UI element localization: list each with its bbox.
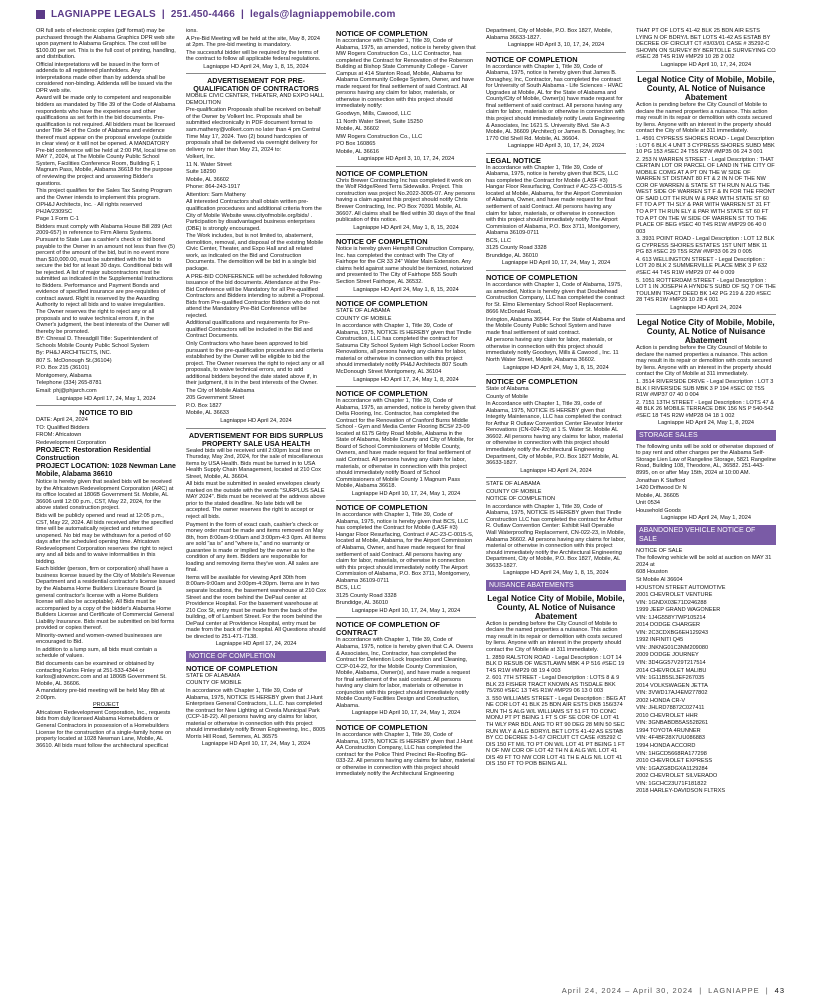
notice-paragraph: Additional qualifications and requirements for Pre-qualified Contractors will be included in the Bid and Contract Documents. xyxy=(186,320,313,340)
notice-paragraph: 11 North Water Street, Suite 15250 xyxy=(336,118,423,125)
notice-paragraph: In accordance with Chapter 1, Title 39, Code of Alabama, 1975, NOTICE IS HEREBY given that J.Hunt AA Construction Company, LLC has completed the contract for the Police Third Precinct Re-Roofing BG-033-22. All persons having any claims for labor, material or otherwise in connection with this project should immediately notify the Architectural Engineering xyxy=(336,732,475,778)
notice-divider xyxy=(486,52,626,53)
notice-title: ADVERTISEMENT FOR BIDS SURPLUS PROPERTY SALE USA HEALTH xyxy=(188,430,324,448)
page-footer xyxy=(562,986,785,995)
project-heading: PROJECT xyxy=(92,702,120,709)
notice-paragraph: MW Rogers Construction Co., LLC xyxy=(336,133,423,140)
notice-paragraph: 2. 253 N WARREN STREET - Legal Description : THAT CERTAIN LOT OR PARCEL OF LAND IN THE CITY OF MOBILE COMG AT A PT ON THE W SIDE OF WARREN ST DISTANT 80 FT & 2 IN N OF THE NW COR OF WARREN & STATE ST TH RUN N ALG THE WEST SIDE OF WARREN ST F & IN FOR THE FRONT OF SAID LOT TH RUN W & PAR WITH STATE ST 60 FT TO A PT TH SLY & PAR WITH WARREN ST 31 FT TO A PT TH RUN ELY & PAR WITH STATE ST 60 FT TO A PT ON THE W SIDE OF WARREN ST TO THE PLACE OF BEG #SEC 40 T4S R1W #MP29 06 40 0 003 xyxy=(636,156,775,235)
column-3 xyxy=(336,28,476,978)
notice-paragraph: VIN: JHLRD78872C027411 xyxy=(636,705,705,712)
notice-paragraph: 2014 CHEVROLET MALIBU xyxy=(636,667,707,674)
notice-title: Legal Notice City of Mobile, Mobile, County, AL Notice of Nuisance Abatement xyxy=(487,593,625,621)
notice-paragraph: OPH&J Architects, Inc. · All rights reserved PHJA/2309SC xyxy=(36,202,143,215)
notice-paragraph: 2010 CHEVROLET HHR xyxy=(636,712,698,719)
notice-paragraph: Mobile, AL 36633 xyxy=(186,410,230,417)
column-1 xyxy=(36,28,176,978)
notice-paragraph: The following vehicle will be sold at auction on MAY 31 2024 at xyxy=(636,555,772,568)
notice-title: NOTICE OF COMPLETION xyxy=(336,299,428,309)
notice-divider xyxy=(486,374,626,375)
notice-paragraph: PO Box 160865 xyxy=(336,141,376,148)
notice-paragraph: Action is pending before the City Council of Mobile to declare the named properties a nuisance. This action may result in its repair or demolition with costs secured by liens. Anyone with an interest in the property should contact the City of Mobile at 311 immediately. xyxy=(636,345,772,378)
notice-paragraph: ions. xyxy=(186,28,198,34)
notice-title: ADVERTISEMENT FOR PRE-QUALIFICATION OF CONTRACTORS xyxy=(193,76,319,94)
notice-paragraph: MOBILE CIVIC CENTER, THEATER, AND EXPO HALL DEMOLITION xyxy=(186,93,324,106)
notice-paragraph: VIN: 3VWD17AJ4EM277802 xyxy=(636,690,708,697)
notice-paragraph: Sealed bids will be received until 2:00pm local time on Thursday, May 2nd, 2024, for the sale of miscellaneous items by USA Health. Bids must be turned in to USA Health Supply Chain Management, located at 210 Cox Street, Mobile, AL 36604. xyxy=(186,447,324,480)
notice-divider xyxy=(486,477,626,478)
notice-paragraph: Mobile, AL 36616 xyxy=(336,148,380,155)
notice-signature: Lagniappe HD April 24, 2024 xyxy=(520,467,592,474)
notice-paragraph: 1. 2859 RALSTON ROAD - Legal Description : LOT 14 BLK D RESUB OF WESTLAWN MBK 4 P 516 #SEC 19 T4S R1W #MP29 08 19 4 003 xyxy=(486,654,625,674)
notice-paragraph: By: PH&J ARCHITECTS, INC. xyxy=(36,350,112,357)
notice-paragraph: The Work includes, but is not limited to, abatement, demolition, removal, and disposal of the existing Mobile Civic Center, Theater, and Expo Hall and all related work, as indicated on the Bid and Construction Documents. The demolition will be bid in a single bid package. xyxy=(186,233,324,272)
section-bar: NUISANCE ABATEMENTS xyxy=(486,580,626,591)
notice-paragraph: The City of Mobile Alabama xyxy=(186,387,255,394)
notice-paragraph: The successful bidder will be required by the terms of the contract to follow all applicable federal regulations. xyxy=(186,49,321,63)
notice-paragraph: Each bidder (person, firm or corporation) shall have a business license issued by the City of Mobile's Revenue Department and a residential contractor's license issued by the Alabama Home Builders Licensure Board (a general contractor's license with a Home Builders license will also be acceptable). All Bids must be accompanied by a copy of the bidder's Alabama Home Builders License and Certificate of Commercial General Liability Insurance. Bids must be submitted on bid forms provided or copies thereof. xyxy=(36,566,175,632)
notice-paragraph: Attention: Sam Matheny xyxy=(186,191,246,198)
notice-paragraph: Mobile, AL 36602 xyxy=(336,126,380,133)
notice-paragraph: 608 Houston xyxy=(636,569,668,576)
notice-paragraph: Notice is hereby given that sealed bids will be received by the Africatown Redevelopment Corporation (ARC) at its office located at 1806B Government St. Mobile, AL 36606 until 12:00 p.m., CST, May 22, 2024, for the above stated construction project. xyxy=(36,479,174,512)
notice-signature: Lagniappe HD April 24, 2024 xyxy=(670,304,742,311)
notice-divider xyxy=(336,386,476,387)
notice-paragraph: In accordance with Chapter 1, Title 39, Code of Alabama, 1975, notice is hereby given that BCS, LLC has completed the Contract for Mobile (LASF #3) Hangar Floor Resurfacing, Contract # AC-23-C-0015-S, located at Mobile, Alabama, for the Airport Commission of Alabama, Owner, and have made request for final settlement of said Contract. All persons having any claim for labor, materials, or otherwise in connection with this project should immediately notify The Airport Commission of Alabama, P.O. Box 3711, Montgomery, Alabama 36109-0711 xyxy=(336,512,474,584)
notice-paragraph: Bid documents can be examined or obtained by contacting Karlos Finley at 251-533-4344 or karlos@atowncrc.com and at 1806B Government St. Mobile, AL 36606. xyxy=(36,661,167,687)
header-square-icon xyxy=(36,10,45,19)
notice-paragraph: 2018 HARLEY-DAVIDSON FLTRXS xyxy=(636,788,726,795)
notice-paragraph: 2. 7151 13TH STREET - Legal Description : LOTS 47 & 48 BLK 26 MOBILE TERRACE DBK 156 NS P 540-542 #SEC 18 T4S R2W #MP28 04 18 1 002 xyxy=(636,399,774,419)
notice-signature: Lagniappe HD April 10, 17, 24, May 1, 2024 xyxy=(201,741,311,748)
notice-paragraph: 5. 1051 ROTTERDAM STREET - Legal Description : LOT 1 IN JOSEPH A HYNDE'S SUBD OF SQ 7 OF THE TOULMIN TRACT DEED BK 142 PG 219 & 220 #SEC 28 T4S R1W #MP29 10 28 4 001 xyxy=(636,277,776,304)
column-2 xyxy=(186,28,326,978)
notice-paragraph: VIN: 1GNDX03E71D246288 xyxy=(636,599,707,606)
notice-paragraph: State of Alabama xyxy=(486,386,529,393)
publication-name: LAGNIAPPE LEGALS xyxy=(51,8,156,20)
notice-paragraph: County of Mobile xyxy=(486,393,528,400)
notice-title: NOTICE OF COMPLETION xyxy=(336,389,428,399)
column-5 xyxy=(636,28,776,978)
notice-paragraph: In accordance with Chapter 1, Title 39, Code of Alabama, 1975, as amended, notice is hereby given that Delta Flooring, Inc. Contractor, has completed the Contract for the Renovation of Cranford Burns Middle School - Gym and Media Center Flooring BCS# 23-09 located at 6175 Girby Road Mobile, Alabama in the State of Alabama, Mobile County and City of Mobile, for Board of School Commissioners of Mobile County, Owners, and have made request for final settlement of said Contract. All persons having any claim for labor, materials, or otherwise in connection with this project should immediately notify Board of School Commissioners of Mobile County 1 Magnum Pass Mobile, Alabama 36618. xyxy=(336,398,476,490)
notice-signature: Lagniappe HD April 24, 2024 xyxy=(220,417,292,424)
notice-paragraph: Payment in the form of exact cash, cashier's check or money order must be made and items removed on May 8th, from 8:00am-9:00am and 3:00pm-4:3 0pm. All items are sold "as is" and "where is," and no warranty or guarantee is made or implied by the owner as to the condition of any item. Bidders are responsible for loading and removing items they've won. All sales are final. xyxy=(186,521,326,574)
notice-paragraph: 2001 CHEVROLET VENTURE xyxy=(636,592,713,599)
notice-paragraph: Items will be available for viewing April 30th from 8:00am-9:00am and 3:00pm-4:30pm. Items are in two separate locations, the basement warehouse at 210 Cox Street and the room behind the DePaul center at Providence Hospital. For the basement warehouse at 210 Cox St, entry must be made from the back of the building, off of Lambert Street. For the room behind the DePaul center at Providence Hospital, entry must be made from the back of the hospital. All Questions should be directed to 251-471-7138. xyxy=(186,574,326,640)
notice-line: TO: Qualified Bidders xyxy=(36,424,90,431)
notice-paragraph: Phone: 864-243-1917 xyxy=(186,184,241,191)
notice-paragraph: This project qualifies for the Sales Tax Saving Program and the Owner intends to implement this program. xyxy=(36,188,172,201)
notice-title: NOTICE TO BID xyxy=(79,408,133,418)
notice-paragraph: BY: Chresal D. Threadgill Title: Superintendent of Schools Mobile County Public School System xyxy=(36,336,158,349)
notice-paragraph: Page 1 Form C-1 xyxy=(36,216,79,223)
notice-divider xyxy=(36,405,176,406)
notice-paragraph: The following units will be sold or otherwise disposed of to pay rent and other charges per the Alabama Self-Storage Lien Law of Rangeline Storage, 5821 Rangeline Road, Building 108, Theodore, AL, 36582. 251-443-8995, on or after May 15th, 2024 at 10:00 AM. xyxy=(636,443,776,476)
notice-paragraph: 8666 McDonald Road, xyxy=(486,309,542,316)
section-bar: NOTICE OF COMPLETION xyxy=(186,651,326,662)
notice-paragraph: VIN: 2C3CDXBG6EH129243 xyxy=(636,629,709,636)
notice-divider xyxy=(486,153,626,154)
notice-paragraph: Chris Brewer Contracting Inc has completed it work on the Wolf Ridge/Reed Terra Sidewalks. Project. This construction was project No.2022-3005-07. Any persons having a claim against this project should notify Chris Brewer Contracting, Inc. PO Box 70391 Mobile, AL 36607. All claims shall be filed within 30 days of the final publication of this notice. xyxy=(336,177,475,224)
notice-line: FROM: Africatown xyxy=(36,432,82,439)
notice-paragraph: 3. 550 WILLIAMS STREET - Legal Description : BEG AT NE COR LOT 41 BLK 25 BDN AIR ESTS DKB 156/374 RUN TH S ALG W/L WILLIAMS ST 51 FT TO CONC MONU PT PT BEING 1 FT S OF SE COR OF LOT 41 TH WLY PAR BDL ANG TO RT 90 DEG 28 MIN 50 SEC RUN WLY & ALG BDRY/L BET LOTS 41-42 AS ESTAB BY CC DECREE 3-1-67 CIRCUIT CT CASE #35292 C DIS 150 FT M/L TO PT ON W/L LOT 41 PT BEING 1 FT N OF NW COR OF LOT 42 TH N & ALG W/L LOT 41 DIS 49 FT TO NW COR LOT 41 TH E ALG N/L LOT 41 DIS 150 FT TO POB BEING ALL xyxy=(486,695,626,768)
notice-divider xyxy=(486,270,626,271)
notice-paragraph: A Pre-Bid Meeting will be held at the site, May 8, 2024 at 2pm. The pre-bid meeting is mandatory. xyxy=(186,35,321,49)
notice-divider xyxy=(336,296,476,297)
notice-divider xyxy=(336,720,476,721)
notice-signature: Lagniappe HD April 3, 10, 17, 24, 2024 xyxy=(357,156,455,163)
notice-paragraph: Irvington, Alabama 36544. For the State of Alabama and the Mobile County Public School System and have made final settlement of said contract. xyxy=(486,316,626,336)
project-name: PROJECT: Restoration Residential Construction xyxy=(36,447,151,463)
footer-divider: | xyxy=(699,986,703,995)
notice-paragraph: COUNTY OF MOBILE xyxy=(486,488,542,495)
notice-paragraph: In accordance with Chapter 1, Title 39, Code of Alabama, 1975, NOTICE IS HEREBY given that Tindle Construction LLC has completed the contract for Arthur R. Outlaw Convention Center: Exhibit Hall Operable Wall Waterproofing Replacement, CN-022-23, in Mobile, Alabama 36602. All persons having any claims for labor, material or otherwise in connection with this project should immediately notify the Architectural Engineering Department, City of Mobile, P.O. Box 1827, Mobile, AL 36633-1827. xyxy=(486,503,626,569)
notice-divider xyxy=(186,428,326,429)
notice-paragraph: VIN: 1J4G558Y7WP105214 xyxy=(636,614,706,621)
notice-paragraph: 2. 601 7TH STREET - Legal Description : LOTS 8 & 9 BLK 23 FISHER TRACT KNOWN AS TISDALE BKK 75/260 #SEC 13 T4S R1W #MP29 06 13 0 003 xyxy=(486,675,620,695)
header-divider: | xyxy=(241,8,244,20)
notice-paragraph: HOUSTON STREET AUTOMOTIVE xyxy=(636,584,726,591)
section-bar: ABANDONED VEHICLE NOTICE OF SALE xyxy=(636,525,776,545)
notice-signature: Lagniappe HD April 10, 17, 24, May 1, 2024 xyxy=(351,490,461,497)
notice-title: NOTICE OF COMPLETION xyxy=(336,503,428,513)
notice-paragraph: In addition to a lump sum, all bids must contain a schedule of values. xyxy=(36,646,157,660)
notice-paragraph: NOTICE OF COMPLETION xyxy=(486,496,555,503)
notice-title: NOTICE OF COMPLETION xyxy=(336,29,428,38)
notice-paragraph: VIN: 1G11B5SL3EF267035 xyxy=(636,675,705,682)
notice-paragraph: In accordance with Chapter 1, Title 39, Code of Alabama, 1975, notice is hereby given that James B. Donaghey, Inc, Contractor, has completed the contract for University of South Alabama - Life Sciences - HVAC Upgrades at Mobile, AL for the State of Alabama and County/City of Mobile, Owner(s) have made request for final settlement of said contract. All persons having any claim for labor, materials or otherwise in connection with this project should immediately notify Lewis Engineering & Associates, Inc 1621 S. University Blvd. Ste A-3 Mobile, AL 36609 (Architect) or James B. Donaghey, Inc 1770 Old Shell Rd. Mobile, AL 36604. xyxy=(486,63,625,142)
notice-paragraph: 807 S. McDonough St.(36104) xyxy=(36,357,112,364)
notice-title: NOTICE OF COMPLETION xyxy=(336,723,428,733)
notice-paragraph: Email: phj@phjarch.com xyxy=(36,387,97,394)
header-email[interactable]: legals@lagniappemobile.com xyxy=(250,8,396,20)
notice-paragraph: 2002 HONDA CR-V xyxy=(636,697,686,704)
notice-paragraph: 11 N. Water Street xyxy=(186,161,232,168)
notice-paragraph: STATE OF ALABAMA xyxy=(186,672,241,679)
notice-paragraph: Pre-qualification Proposals shall be received on behalf of the Owner by Volkert Inc. Proposals shall be submitted electronically in PDF document format to sam.matheny@volkert.com no later than 4 pm Central Time May 17, 2024. Two (2) bound hardcopies of proposals shall be delivered via overnight delivery for delivery no later than May 21, 2024 to: xyxy=(186,107,321,153)
notice-paragraph: 3125 County Road 3328 xyxy=(336,592,397,599)
notice-signature: Lagniappe HD April 10, 17, 24, May 1, 2024 xyxy=(351,710,461,717)
notice-paragraph: Official interpretations will be issued in the form of addenda to all registered planholders. Any interpretations made other than by addenda shall be considered non-binding. Addenda will be issued via the DPR web site. xyxy=(36,61,173,94)
notice-paragraph: 3125 County Road 3328 xyxy=(486,245,547,252)
notice-title: NOTICE OF COMPLETION xyxy=(186,663,278,673)
project-location: PROJECT LOCATION: 1028 Newman Lane Mobile, Alabama 36610 xyxy=(36,463,176,479)
notice-divider xyxy=(636,71,776,72)
notice-signature: Lagniappe HD April 24, May 1, 8, 15, 2024 xyxy=(503,364,609,371)
notice-paragraph: 1999 JEEP GRAND WAGONEER xyxy=(636,607,721,614)
notice-paragraph: Brundidge, AL 36010 xyxy=(486,252,539,259)
notice-signature: Lagniappe HD April 24, May 1, 8, 2024 xyxy=(657,420,755,427)
notice-paragraph: All interested Contractors shall obtain written pre-qualification procedures and additional criteria from the City of Mobile Website www.cityofmobile.org/bids/ . Participation by disadvantaged business enterprises (DBE) is strongly encouraged. xyxy=(186,199,322,232)
notice-paragraph: In accordance with Chapter 1, Title 39, Code of Alabama, 1975, notice is hereby given that BCS, LLC has completed the Contract for Mobile (LASF #3) Hangar Floor Resurfacing, Contract # AC-23-C-0015-S located at Mobile, Alabama, for the Airport Commission of Alabama, Owner, and have made request for final settlement of said Contract. All persons having any claim for labor, materials, or otherwise in connection with this project should immediately notify The Airport Commission of Alabama, P.O. Box 3711, Montgomery, Alabama 36109-0711 xyxy=(486,164,623,237)
notice-paragraph: 2002 CHEVROLET SILVERADO xyxy=(636,773,718,780)
notice-divider xyxy=(336,617,476,618)
notice-title: LEGAL NOTICE xyxy=(486,155,541,165)
notice-paragraph: 1. 4591 CYPRESS SHORES ROAD - Legal Description : LOT 6 BLK 4 UNIT 3 CYPRESS SHORES SUBD MBK 10 PG 153 #SEC 24 T5S R2W #MP35 06 24 3 001 xyxy=(636,136,775,156)
notice-paragraph: Montgomery, Alabama xyxy=(36,372,92,379)
page-header xyxy=(36,6,784,22)
notice-line: Redevelopment Corporation xyxy=(36,439,106,446)
header-phone: 251.450-4466 xyxy=(170,8,235,20)
notice-signature: Lagniappe HD April 17, 24, May 1, 2024 xyxy=(56,395,156,402)
notice-paragraph: All persons having any claim for labor, materials, or otherwise in connection with this project should immediately notify Goodwyn, Mills & Cawood , Inc. 11 North Water Street, Mobile, Alabama 36602. xyxy=(486,337,619,363)
notice-paragraph: Minority-owned and women-owned businesses are encouraged to Bid. xyxy=(36,632,162,646)
notice-line: DATE: April 24, 2024 xyxy=(36,417,88,424)
notice-paragraph: Unit 0534 xyxy=(636,500,660,507)
notice-title: Legal Notice City of Mobile, Mobile, County, AL Notice of Nuisance Abatement xyxy=(637,75,775,103)
notice-paragraph: Bids will be publicly opened and read at 12:05 p.m., CST, May 22, 2024. All bids received after the specified time will be automatically rejected and returned unopened. No bid may be withdrawn for a period of 60 days after the scheduled opening time. Africatown Redevelopment Corporation reserves the right to reject any and all bids and to waive informalities in this bidding. xyxy=(36,513,173,565)
notice-paragraph: Mobile, AL 36602 xyxy=(186,176,230,183)
notice-divider xyxy=(636,314,776,315)
notice-signature: Lagniappe HD April 17, 24, May 1, 8, 2024 xyxy=(353,376,459,383)
notice-paragraph: Only Contractors who have been approved to bid pursuant to the pre-qualification procedures and criteria established by the Owner will be eligible to bid the project. The Owner reserves the right to reject any or all proposals, to waive technical errors, and to add additional bidders beyond the date stated above if, in their judgment, it is in the best interests of the Owner. xyxy=(186,340,324,387)
footer-dates: April 24, 2024 – April 30, 2024 xyxy=(561,986,694,995)
notice-paragraph: VIN: 4F4BF28X7UU086883 xyxy=(636,735,706,742)
notice-paragraph: 1. 3514 RIVERSIDE DRIVE - Legal Description : LOT 3 BLK I RIVERSIDE SUB MBK 3 P 194 #SEC 02 T5S R1W #MP37 07 40 0 004 xyxy=(636,378,774,399)
notice-paragraph: P.O. Box 1827 xyxy=(186,402,222,409)
notice-signature: Lagniappe HD April 3, 10, 17, 24, 2024 xyxy=(507,42,605,49)
notice-paragraph: In accordance with Chapter 1, Title 39, Code of Alabama, 1975, as amended, notice is hereby given that MW Rogers Construction Co., LLC Contractor, has completed the Contract for Renovation of the Roberson Building at Bishop State Community College - Carver Campus at 414 Stanton Road, Mobile, Alabama for Alabama Community College System, Owner, and have made request for final settlement of said Contract. All persons having any claim for labor, materials, or otherwise in connection with this project should immediately notify: xyxy=(336,38,476,110)
notice-paragraph: VIN: 3GNBABDB5AS528261 xyxy=(636,720,709,727)
notice-paragraph: VIN: 1GCHC23U71F181822 xyxy=(636,780,707,787)
notice-paragraph: STATE OF ALABAMA xyxy=(336,308,391,315)
notice-title: NOTICE OF COMPLETION xyxy=(486,54,578,64)
notice-paragraph: Notice is hereby given Hemphill Construction Company, Inc. has completed the contract with The City of Fairhope for the CR 33 24" Water Main Extension. Any claims held against same should be itemized, notarized and presented to The City of Fairhope 555 South Section Street Fairhope, AL 36532. xyxy=(336,246,474,285)
notice-paragraph: Africatown Redevelopment Corporation, Inc., requests bids from duly licensed Alabama Homebuilders or General Contractors in possession of a Homebuilders License for the construction of a single-family home on property located at 1028 Newman Lane, Mobile, AL 36610. All bids must follow the architectural specificat xyxy=(36,709,172,749)
section-bar: STORAGE SALES xyxy=(636,430,776,441)
notice-paragraph: Volkert, Inc. xyxy=(186,154,216,161)
notice-paragraph: BCS, LLC xyxy=(336,585,361,592)
notice-signature: Lagniappe HD April 24, May 1, 8, 15, 2024 xyxy=(353,224,459,231)
notice-paragraph: All bids must be submitted in sealed envelopes clearly marked on the outside with the words "SURPLUS SALE MAY 2024". Bids must be received at the address above prior to the stated deadline. No late bids will be accepted. The owner reserves the right to accept or reject all bids. xyxy=(186,481,326,520)
notice-title: NOTICE OF COMPLETION xyxy=(336,168,428,178)
notice-paragraph: St Mobile Al 36604 xyxy=(636,577,683,583)
notice-paragraph: STATE OF ALABAMA xyxy=(486,481,541,488)
footer-brand: LAGNIAPPE xyxy=(708,986,760,995)
notice-paragraph: Award will be made only to competent and responsible bidders as mandated by Title 39 of the Code of Alabama respondents who have the experience and other qualifications as set forth in the bid documents. Pre-qualification is not required. All bidders must be licensed under Title 34 of the Code of Alabama and evidence thereof must appear on the proposal envelope (outside in clear view) or it will not be opened. A MANDATORY Pre-bid conference will be held at 2:00 PM, local time on MAY 7, 2024, at The Mobile County Public School System, Facilities Conference Room, Building F, 1 Magnum Pass, Mobile, Alabama 36618 for the purpose of reviewing the project and answering Bidder's questions. xyxy=(36,95,176,187)
notice-paragraph: 1992 INFINITI Q45 xyxy=(636,637,684,644)
notice-paragraph: 4. 613 WELLINGTON STREET - Legal Description : LOT 20 BLK 2 SUMMERVILLE PLACE MBK 3 P 632 #SEC 44 T4S R1W #MP29 07 44 0 009 xyxy=(636,256,768,276)
notice-title: NOTICE OF COMPLETION OF CONTRACT xyxy=(336,620,440,638)
notice-paragraph: 3. 3931 POINT ROAD - Legal Description : LOT 12 BLK G CYPRESS SHORES ESTATES 1ST UNIT MBK 11 PG 83 #SEC 29 T5S R2W #MP33 06 29 0 005 xyxy=(636,236,775,256)
notice-paragraph: 2014 DODGE CHARGER xyxy=(636,622,701,629)
notice-paragraph: In accordance with Chapter 1, Title 39, Code of Alabama, 1975, notice is hereby given that C.A. Owens & Associates, Inc, Contractor, has completed the Contract for Detention Lock Inspection and Cleaning, CCP-014-22, for the Mobile County Commission, Mobile, Alabama, Owner(s), and have made a request for final settlement of the said contract. All persons having any claim for labor, materials or otherwise in conjunction with this project should immediately notify Mobile County Facilities Design and Construction, Alabama. xyxy=(336,637,474,709)
page-number: 43 xyxy=(774,986,785,995)
notice-paragraph: 205 Government Street xyxy=(186,395,245,402)
notice-paragraph: Bidders must comply with Alabama House Bill 289 (Act 2009-657) in reference to Firm Aliens Systems. Pursuant to State Law a cashier's check or bid bond payable to the Owner in an amount not less than five (5) percent of the amount of the bid, but in no event more than $10,000.00, must be submitted with the bid to secure the bid for at least 30 days. Conditional bids will be rejected. A list of major subcontractors must be submitted as indicated in the Supplemental Instructions to Bidders. Performance and Payment Bonds and evidence of specified insurance are pre-requisites of contract award. Right is reserved by the Awarding Authority to reject all bids and to waive irregularities. The Owner reserves the right to reject any or all proposals and to waive technical errors if, in the Owner's judgment, the best interests of the Owner will thereby be promoted. xyxy=(36,223,175,335)
notice-paragraph: Telephone (334) 265-8781 xyxy=(36,380,102,387)
header-divider: | xyxy=(161,8,165,20)
notice-paragraph: Household Goods xyxy=(636,507,681,514)
notice-signature: Lagniappe HD April 3, 10, 17, 24, 2024 xyxy=(507,143,605,150)
notice-paragraph: BCS, LLC xyxy=(486,237,511,244)
notice-divider xyxy=(186,73,326,74)
notice-paragraph: Mobile, AL 36605 xyxy=(636,492,680,499)
notice-paragraph: Action is pending before the City Council of Mobile to declare the named properties a nuisance. This action may result in its repair or demolition with costs secured by liens. Anyone with an interest in the property should contact the City of Mobile at 311 immediately. xyxy=(486,620,622,654)
notice-paragraph: VIN: JNKNG01C3NM209080 xyxy=(636,644,709,651)
notice-signature: Lagniappe HD April 10, 17, 24, May 1, 2024 xyxy=(501,260,611,267)
notice-paragraph: 2009 DODGE JOURNEY xyxy=(636,652,699,659)
notice-title: NOTICE OF COMPLETION xyxy=(486,377,578,387)
notice-divider xyxy=(336,500,476,501)
notice-signature: Lagniappe HD April 24, May 1, 8, 15, 2024 xyxy=(503,570,609,577)
notice-paragraph: 1994 TOYOTA 4RUNNER xyxy=(636,727,701,734)
notice-paragraph: In accordance with Chapter 1, Title 39, Code of Alabama, 1975, NOTICE IS HEREBY given that Tindle Construction, LLC has completed the contract for Satsuma City School System High School Locker Room Renovations, all persons having any claims for labor, material or otherwise in connection with this project should immediately notify PH&J Architects 807 South McDonough Street Montgomery, AL 36104 xyxy=(336,323,475,375)
notice-paragraph: NOTICE OF SALE xyxy=(636,547,683,554)
notice-title: NOTICE OF COMPLETION xyxy=(486,272,578,282)
notice-signature: Lagniappe HD April 24, May 1, 8, 15, 2024 xyxy=(203,63,309,70)
legal-columns xyxy=(36,28,784,978)
notice-paragraph: Jonathan K Stafford xyxy=(636,477,686,484)
notice-paragraph: THAT PT OF LOTS 41-42 BLK 25 BDN AIR ESTS LYING N OF BDRY/L BET LOTS 41-42 AS ESTAB BY DECREE OF CIRCUIT CT #3/03/01 CASE # 35292-C SHOWN ON SURVEY BY BERTOLLE SURVEYING CO #SEC 28 T4S R1W #MP29 10 28 2 002 xyxy=(636,28,776,61)
notice-title: NOTICE OF COMPLETION xyxy=(336,237,428,247)
notice-paragraph: Goodwyn, Mills, Cawood, LLC xyxy=(336,111,411,118)
notice-paragraph: In accordance with Chapter 1, Title 39, Code of Alabama, 1975, NOTICE IS HEREBY given that J.Hunt Enterprises General Contractors, L.L.C. has completed the contract for New Lighting at Creola Municipal Park (CCP-18-22). All persons having any claims for labor, material or otherwise in connection with this project should immediately notify Brown Engineering, Inc., 8005 Morris Hill Road, Semmes, AL 36575 xyxy=(186,688,326,740)
notice-paragraph: A PRE-BID CONFERENCE will be scheduled following issuance of the bid documents. Attendance at the Pre-Bid Conference will be Mandatory for all Pre-qualified Contractors and Bidders intending to submit a Proposal. Bids from Pre-qualified Contractor Bidders who do not attend the Mandatory Pre-Bid Conference will be rejected. xyxy=(186,273,325,319)
notice-paragraph: P.O. Box 215 (36101) xyxy=(36,365,90,372)
notice-paragraph: In accordance with Chapter 1, Code of Alabama, 1975, as amended, Notice is hereby given that Doublehead Construction Company, LLC has completed the contract for St. Elmo Elementary School Roof Replacement. xyxy=(486,281,625,308)
notice-divider xyxy=(336,166,476,167)
notice-paragraph: Brundidge, AL 36010 xyxy=(336,600,389,607)
notice-paragraph: VIN: 1HGCD5668RA177298 xyxy=(636,750,707,757)
notice-paragraph: Suite 18290 xyxy=(186,169,216,176)
notice-paragraph: COUNTY OF MOBILE xyxy=(186,680,242,687)
notice-signature: Lagniappe HD April 10, 17, 24, 2024 xyxy=(660,61,752,68)
column-4 xyxy=(486,28,626,978)
notice-paragraph: Department, City of Mobile, P.O. Box 1827, Mobile, Alabama 36633-1827. xyxy=(486,28,613,41)
notice-signature: Lagniappe HD April 10, 17, 24, May 1, 2024 xyxy=(351,607,461,614)
notice-paragraph: Action is pending before the City Council of Mobile to declare the named properties a nuisance. This action may result in its repair or demolition with costs secured by liens. Anyone with an interest in the property should contact the City of Mobile at 311 immediately. xyxy=(636,102,772,135)
notice-paragraph: In Accordance with Chapter 1, Title 39, code of Alabama, 1975, NOTICE IS HEREBY given that Integrity Maintenance, LLC has completed the contract for Arthur R Outlaw Convention Center Elevator Interior Renovations (CN-024-23) at 1 S. Water St. Mobile AL 36602. All persons having any claims for labor, material or otherwise in connection with this project should immediately notify the Architectural Engineering Department, City of Mobile, P.O. Box 1827 Mobile, AL 36633-1827. xyxy=(486,401,623,467)
notice-paragraph: 2014 VOLKSWAGEN JETTA xyxy=(636,682,708,689)
footer-divider: | xyxy=(765,986,769,995)
notice-paragraph: VIN: 1GAZG8DGXA1129284 xyxy=(636,765,708,772)
notice-paragraph: COUNTY OF MOBILE xyxy=(336,315,392,322)
notice-signature: Lagniappe HD April 24, May 1, 2024 xyxy=(661,515,751,522)
notice-title: Legal Notice City of Mobile, Mobile, County, AL Notice of Nuisance Abatement xyxy=(637,318,775,346)
notice-signature: Lagniappe HD April 17, 24, 2024 xyxy=(215,641,297,648)
notice-paragraph: VIN: 3D4GG57V29T217514 xyxy=(636,660,706,667)
notice-paragraph: 1420 Driftwood Dr N xyxy=(636,485,687,492)
notice-paragraph: A mandatory pre-bid meeting will be held May 8th at 2:00pm. xyxy=(36,688,165,701)
notice-signature: Lagniappe HD April 24, May 1, 8, 15, 2024 xyxy=(353,286,459,293)
notice-paragraph: 1994 HONDA ACCORD xyxy=(636,743,696,750)
notice-divider xyxy=(336,234,476,235)
notice-paragraph: OR full sets of electronic copies (pdf format) may be purchased through the Alabama Graphics DPR web site upon payment to Alabama Graphics. The cost will be $100.00 per set. This is the full cost of printing, handling, and distribution. xyxy=(36,28,176,61)
notice-paragraph: 2010 CHEVROLET EXPRESS xyxy=(636,758,713,765)
